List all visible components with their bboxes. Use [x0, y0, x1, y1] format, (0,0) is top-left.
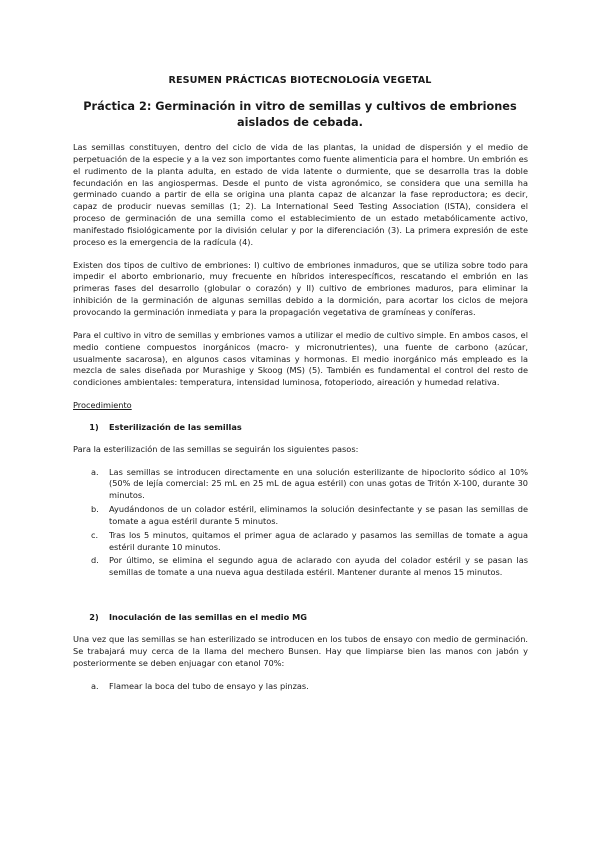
- document-title: RESUMEN PRÁCTICAS BIOTECNOLOGÍA VEGETAL: [168, 75, 432, 86]
- step-2-intro: Una vez que las semillas se han esterilizado se introducen en los tubos de ensayo con medio de germinación. Se trabajará muy cerca de la llama del mechero Bunsen. Hay que limpiarse bien las manos con jabón y posteriormente se deben enjuagar con etanol 70%:: [73, 634, 528, 668]
- list-item-text: Flamear la boca del tubo de ensayo y las pinzas.: [109, 680, 309, 691]
- paragraph-culture-medium: Para el cultivo in vitro de semillas y embriones vamos a utilizar el medio de cultivo simple. En ambos casos, el medio contiene compuestos inorgánicos (macro- y micronutrientes), una fuente de carbono (azúcar, usualmente sacarosa), en algunos casos vitaminas y hormonas. El medio inorgánico más empleado es la mezcla de sales diseñada por Murashige y Skoog (MS) (5). También es fundamental el control del resto de condiciones ambientales: temperatura, intensidad luminosa, fotoperiodo, aireación y humedad relativa.: [73, 329, 528, 388]
- list-item-label: a.: [91, 680, 99, 691]
- list-item: [73, 681, 528, 693]
- step-1-intro: Para la esterilización de las semillas se seguirán los siguientes pasos:: [73, 443, 359, 454]
- spacer: [73, 590, 528, 612]
- list-item-text: Ayudándonos de un colador estéril, eliminamos la solución desinfectante y se pasan las semillas de tomate a agua estéril durante 5 minutos.: [109, 504, 528, 526]
- list-item: [73, 555, 528, 579]
- list-item-text: Por último, se elimina el segundo agua de aclarado con ayuda del colador estéril y se pasan las semillas de tomate a una nueva agua destilada estéril. Mantener durante al menos 15 minutos.: [109, 555, 528, 578]
- document-body: [73, 142, 528, 703]
- list-item-text: Tras los 5 minutos, quitamos el primer agua de aclarado y pasamos las semillas de tomate a agua estéril durante 10 minutos.: [109, 529, 528, 552]
- step-1-number: 1): [89, 421, 99, 432]
- list-item-label: d.: [91, 555, 99, 566]
- list-item: [73, 467, 528, 503]
- step-2-number: 2): [89, 612, 99, 623]
- step-1-heading: [73, 422, 528, 434]
- list-item: [73, 504, 528, 528]
- step-2-title: Inoculación de las semillas en el medio MG: [109, 612, 307, 623]
- step-2-list: [73, 681, 528, 693]
- procedure-label: Procedimiento: [73, 400, 132, 411]
- step-1-title: Esterilización de las semillas: [109, 421, 242, 432]
- list-item-label: c.: [91, 529, 99, 540]
- paragraph-embryo-types: Existen dos tipos de cultivo de embriones: I) cultivo de embriones inmaduros, que se utiliza sobre todo para impedir el aborto embrionario, muy frecuente en híbridos interespecíficos, rescatando el embrión en las primeras fases del desarrollo (globular o corazón) y II) cultivo de embriones maduros, para eliminar la inhibición de la germinación de algunas semillas debido a la dormición, para acortar los ciclos de mejora provocando la germinación inmediata y para la propagación vegetativa de gramíneas y coníferas.: [73, 259, 528, 317]
- list-item-label: b.: [91, 504, 99, 515]
- practice-subtitle: Práctica 2: Germinación in vitro de semillas y cultivos de embriones aislados de cebada.: [83, 100, 517, 129]
- step-1-list: [73, 467, 528, 580]
- list-item: [73, 530, 528, 554]
- list-item-label: a.: [91, 466, 99, 477]
- step-2-heading: [73, 612, 528, 624]
- list-item-text: Las semillas se introducen directamente en una solución esterilizante de hipoclorito sódico al 10% (50% de lejía comercial: 25 mL en 25 mL de agua estéril) con unas gotas de Tritón X-100, durante 30 minutos.: [109, 466, 528, 501]
- paragraph-intro: Las semillas constituyen, dentro del ciclo de vida de las plantas, la unidad de dispersión y el medio de perpetuación de la especie y a la vez son importantes como fuente alimenticia para el hombre. Un embrión es el rudimento de la planta adulta, en estado de vida latente o durmiente, que se desarrolla tras la doble fecundación en las angiospermas. Desde el punto de vista agronómico, se considera que una semilla ha germinado cuando a partir de ella se origina una planta capaz de alcanzar la fase reproductora; es decir, capaz de producir nuevas semillas (1; 2). La International Seed Testing Association (ISTA), considera el proceso de germinación de una semilla como el establecimiento de un estado metabólicamente activo, manifestado fisiológicamente por la división celular y por la diferenciación (3). La primera expresión de este proceso es la emergencia de la radícula (4).: [73, 142, 528, 247]
